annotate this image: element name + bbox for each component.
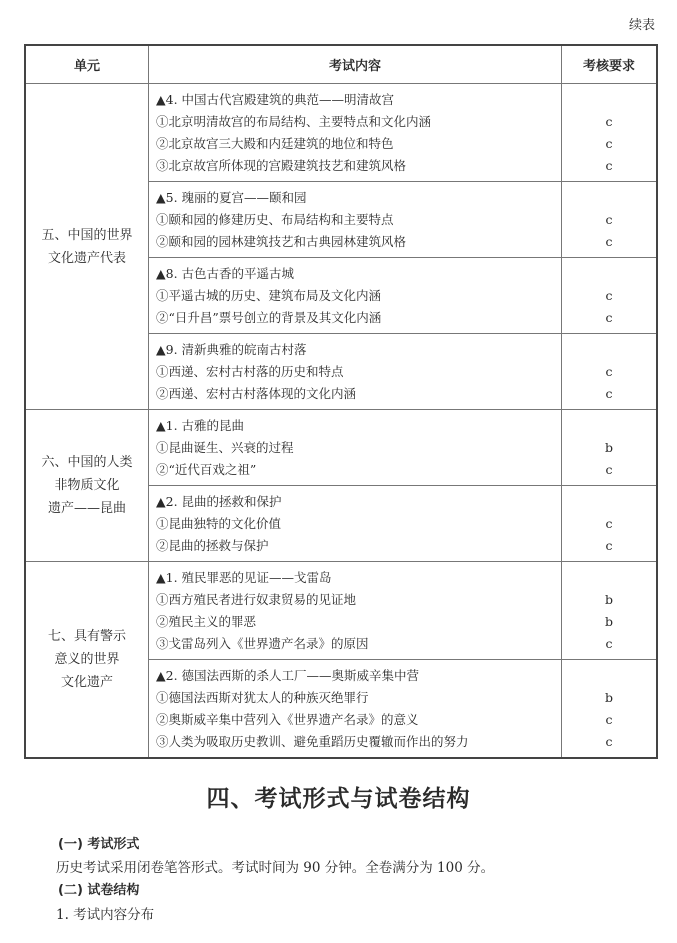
requirement-level: c: [605, 234, 613, 249]
requirement-spacer: [562, 339, 656, 361]
requirement-level: b: [604, 440, 613, 455]
header-requirement: 考核要求: [562, 45, 658, 84]
requirement-spacer: [562, 567, 656, 589]
unit-name-line: 意义的世界: [54, 652, 120, 667]
subsection-paper-structure-title: (二) 试卷结构: [58, 883, 140, 898]
requirement-level: b: [604, 592, 613, 607]
topic-title: ▲9. 清新典雅的皖南古村落: [156, 342, 307, 357]
topic-item: ①昆曲诞生、兴衰的过程: [156, 440, 294, 455]
topic-item: ①颐和园的修建历史、布局结构和主要特点: [156, 212, 394, 227]
topic-item: ③北京故宫所体现的宫殿建筑技艺和建筑风格: [156, 158, 407, 173]
requirement-level: c: [605, 516, 613, 531]
requirement-cell: [562, 182, 658, 258]
topic-item: ②北京故宫三大殿和内廷建筑的地位和特色: [156, 136, 394, 151]
requirement-cell: [562, 660, 658, 759]
content-cell: [149, 84, 562, 182]
requirement-level: c: [605, 364, 613, 379]
requirement-spacer: [562, 263, 656, 285]
topic-item: ③戈雷岛列入《世界遗产名录》的原因: [156, 636, 369, 651]
requirement-level: c: [605, 462, 613, 477]
topic-title: ▲8. 古色古香的平遥古城: [156, 266, 295, 281]
topic-item: ①西方殖民者进行奴隶贸易的见证地: [156, 592, 357, 607]
unit-name-line: 文化遗产代表: [47, 250, 126, 266]
requirement-spacer: [562, 415, 656, 437]
topic-item: ①北京明清故宫的布局结构、主要特点和文化内涵: [156, 114, 432, 129]
topic-item: ①昆曲独特的文化价值: [156, 516, 282, 531]
requirement-cell: [562, 84, 658, 182]
header-unit: 单元: [25, 45, 149, 84]
requirement-level: b: [604, 614, 613, 629]
requirement-level: c: [605, 310, 613, 325]
topic-item: ②昆曲的拯救与保护: [156, 538, 269, 553]
table-row: [25, 410, 657, 486]
requirement-level: c: [605, 212, 613, 227]
requirement-cell: [562, 334, 658, 410]
content-cell: [149, 660, 562, 759]
requirement-spacer: [562, 491, 656, 513]
requirement-cell: [562, 486, 658, 562]
requirement-level: b: [604, 690, 613, 705]
requirement-spacer: [562, 665, 656, 687]
content-cell: [149, 258, 562, 334]
topic-title: ▲2. 昆曲的拯救和保护: [156, 494, 282, 509]
unit-name-line: 五、中国的世界: [41, 227, 133, 243]
subsection-exam-form-title: (一) 考试形式: [58, 837, 140, 852]
unit-name-line: 非物质文化: [54, 478, 120, 493]
table-row: [25, 562, 657, 660]
requirement-level: c: [605, 538, 613, 553]
topic-title: ▲1. 古雅的昆曲: [156, 418, 245, 433]
unit-cell: [25, 562, 149, 759]
requirement-level: c: [605, 136, 613, 151]
content-cell: [149, 182, 562, 258]
topic-title: ▲1. 殖民罪恶的见证——戈雷岛: [156, 570, 332, 585]
unit-name-line: 遗产——昆曲: [47, 501, 126, 516]
unit-name-line: 文化遗产: [60, 675, 113, 690]
content-cell: [149, 334, 562, 410]
content-cell: [149, 486, 562, 562]
requirement-level: c: [605, 158, 613, 173]
topic-item: ②“近代百戏之祖”: [156, 462, 257, 477]
header-content: 考试内容: [149, 45, 562, 84]
unit-name-line: 七、具有警示: [47, 629, 126, 644]
topic-item: ②奥斯威辛集中营列入《世界遗产名录》的意义: [156, 712, 419, 727]
requirement-cell: [562, 258, 658, 334]
requirement-cell: [562, 410, 658, 486]
topic-title: ▲2. 德国法西斯的杀人工厂——奥斯威辛集中营: [156, 668, 420, 683]
requirement-level: c: [605, 734, 613, 749]
topic-item: ①西递、宏村古村落的历史和特点: [156, 364, 344, 379]
section-title: 四、考试形式与试卷结构: [206, 785, 471, 812]
topic-title: ▲5. 瑰丽的夏宫——颐和园: [156, 190, 307, 205]
requirement-level: c: [605, 114, 613, 129]
requirement-cell: [562, 562, 658, 660]
unit-name-line: 六、中国的人类: [41, 455, 133, 470]
topic-item: ②“日升昌”票号创立的背景及其文化内涵: [156, 310, 382, 325]
exam-form-text: 历史考试采用闭卷笔答形式。考试时间为 90 分钟。全卷满分为 100 分。: [56, 860, 495, 876]
topic-item: ②殖民主义的罪恶: [156, 614, 257, 629]
requirement-level: c: [605, 636, 613, 651]
table-row: [25, 84, 657, 182]
unit-cell: [25, 84, 149, 410]
content-distribution-item: 1. 考试内容分布: [56, 907, 155, 923]
content-cell: [149, 562, 562, 660]
topic-title: ▲4. 中国古代宫殿建筑的典范——明清故宫: [156, 92, 395, 107]
topic-item: ③人类为吸取历史教训、避免重蹈历史覆辙而作出的努力: [156, 734, 469, 749]
topic-item: ②西递、宏村古村落体现的文化内涵: [156, 386, 357, 401]
table-header-row: [25, 45, 657, 84]
requirement-spacer: [562, 187, 656, 209]
syllabus-table: [24, 44, 658, 759]
continued-label: 续表: [628, 18, 655, 33]
topic-item: ①平遥古城的历史、建筑布局及文化内涵: [156, 288, 382, 303]
requirement-level: c: [605, 712, 613, 727]
requirement-spacer: [562, 89, 656, 111]
topic-item: ②颐和园的园林建筑技艺和古典园林建筑风格: [156, 234, 407, 249]
content-cell: [149, 410, 562, 486]
topic-item: ①德国法西斯对犹太人的种族灭绝罪行: [156, 690, 369, 705]
unit-cell: [25, 410, 149, 562]
requirement-level: c: [605, 386, 613, 401]
requirement-level: c: [605, 288, 613, 303]
